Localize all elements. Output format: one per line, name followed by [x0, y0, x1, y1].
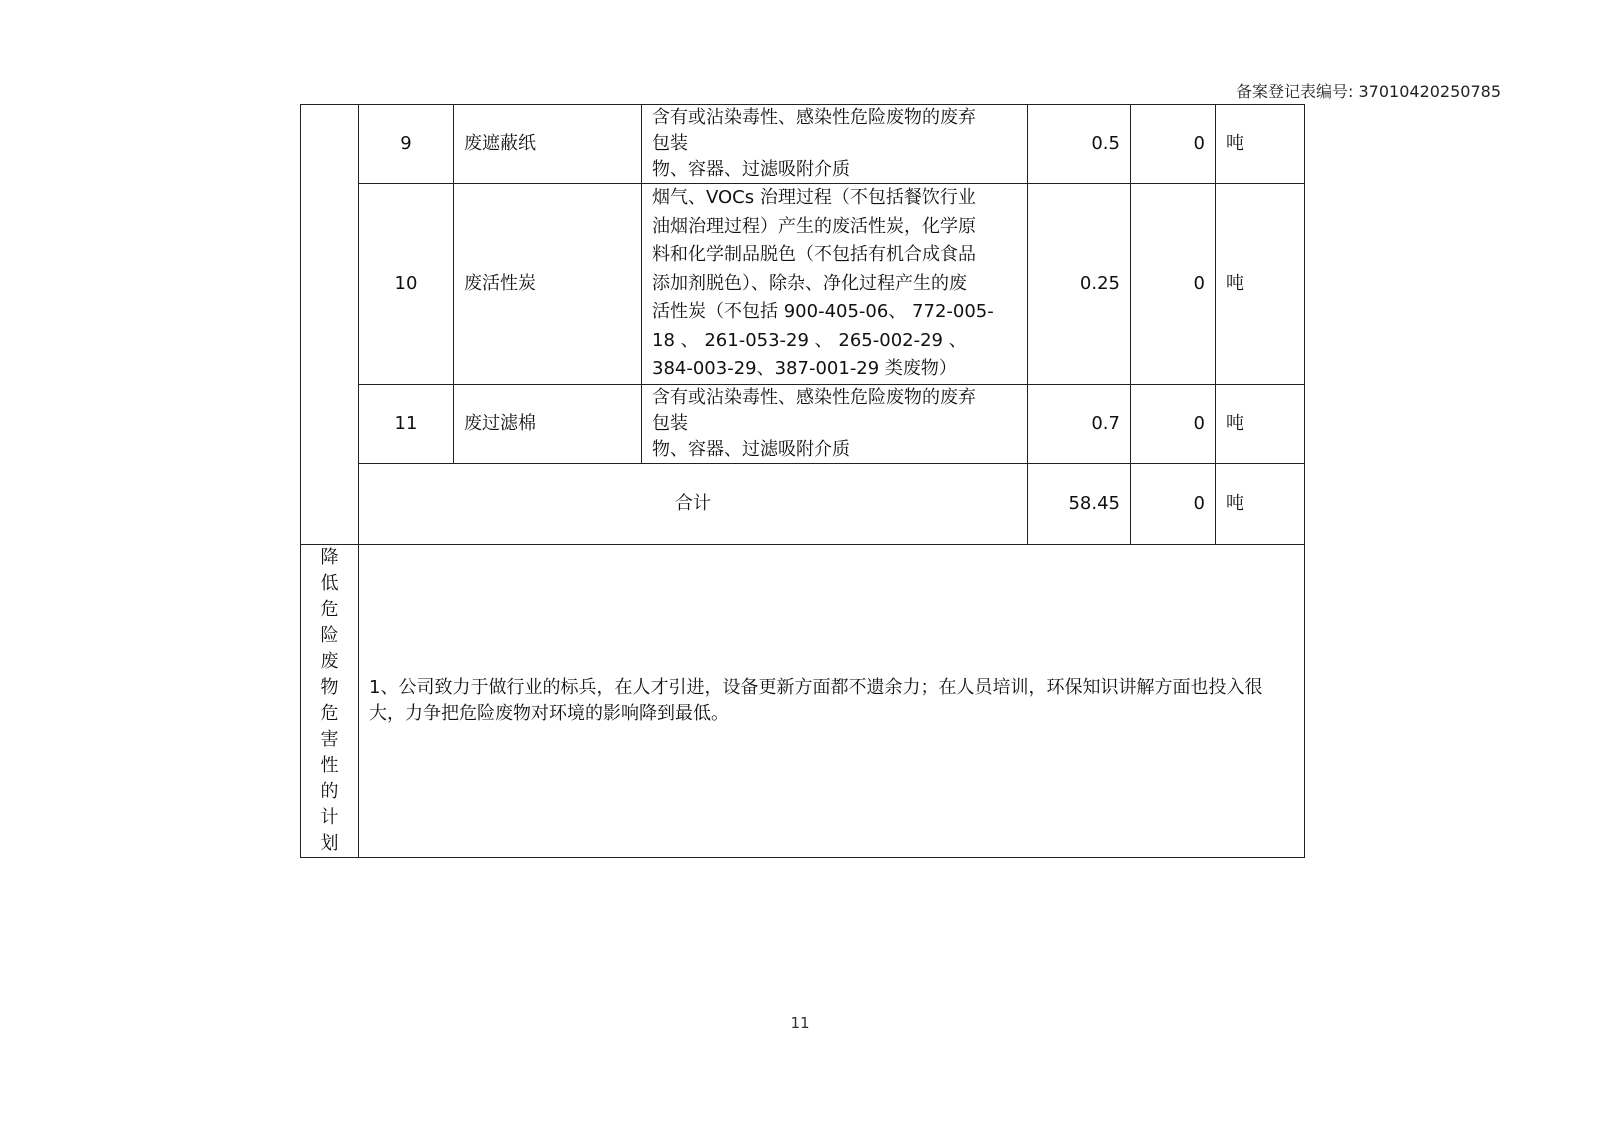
value-1: 0.25	[1028, 184, 1131, 385]
total-label: 合计	[359, 464, 1028, 545]
row-number: 11	[359, 385, 454, 464]
total-unit: 吨	[1216, 464, 1305, 545]
waste-description: 烟气、VOCs 治理过程（不包括餐饮行业 油烟治理过程）产生的废活性炭，化学原 料和化学制品脱色（不包括有机合成食品 添加剂脱色）、除杂、净化过程产生的废 活性炭（不包括 900-405-06、 772-005- 18 、 261-053-29 、 265-002-29 、 384-003-29、387-001-29 类废物）	[642, 184, 1028, 385]
value-2: 0	[1131, 184, 1216, 385]
waste-description: 含有或沾染毒性、感染性危险废物的废弃 包装 物、容器、过滤吸附介质	[642, 105, 1028, 184]
total-value-1: 58.45	[1028, 464, 1131, 545]
waste-name: 废过滤棉	[454, 385, 642, 464]
registration-value: 37010420250785	[1358, 82, 1501, 101]
total-row	[301, 464, 1305, 545]
value-2: 0	[1131, 105, 1216, 184]
value-1: 0.7	[1028, 385, 1131, 464]
category-cell-blank	[301, 105, 359, 545]
waste-name: 废遮蔽纸	[454, 105, 642, 184]
registration-label: 备案登记表编号:	[1235, 82, 1354, 101]
table-row	[301, 184, 1305, 385]
value-1: 0.5	[1028, 105, 1131, 184]
waste-table	[300, 104, 1305, 858]
page-number: 11	[790, 1014, 810, 1032]
registration-number	[1236, 79, 1501, 102]
unit: 吨	[1216, 184, 1305, 385]
value-2: 0	[1131, 385, 1216, 464]
row-number: 10	[359, 184, 454, 385]
plan-heading: 降 低 危 险 废 物 危 害 性 的 计 划	[301, 545, 359, 858]
table-row	[301, 105, 1305, 184]
table-row	[301, 385, 1305, 464]
plan-text: 1、公司致力于做行业的标兵，在人才引进，设备更新方面都不遗余力；在人员培训，环保知识讲解方面也投入很大，力争把危险废物对环境的影响降到最低。	[359, 545, 1305, 858]
total-value-2: 0	[1131, 464, 1216, 545]
row-number: 9	[359, 105, 454, 184]
unit: 吨	[1216, 385, 1305, 464]
waste-description: 含有或沾染毒性、感染性危险废物的废弃 包装 物、容器、过滤吸附介质	[642, 385, 1028, 464]
unit: 吨	[1216, 105, 1305, 184]
waste-name: 废活性炭	[454, 184, 642, 385]
plan-row	[301, 545, 1305, 858]
